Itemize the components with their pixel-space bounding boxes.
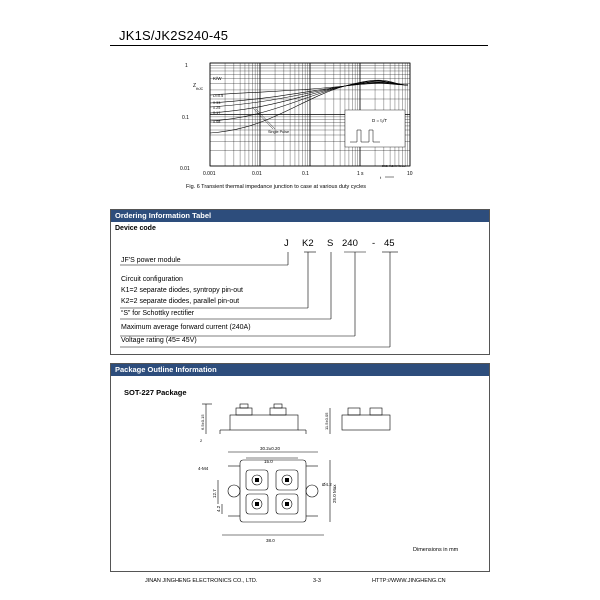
dim-pitch: 12.7	[212, 489, 217, 498]
thermal-impedance-chart	[180, 55, 420, 180]
y-axis-label: Z	[193, 83, 197, 89]
dim-end-height: 11.5±0.05	[324, 412, 329, 430]
y-tick-mid: 0.1	[182, 115, 189, 121]
x-tick-3: 1	[357, 171, 360, 177]
x-axis-label: t	[380, 175, 382, 180]
duty-formula: D = t₁/T	[372, 118, 388, 123]
x-tick-4: 10	[407, 171, 413, 177]
page-title: JK1S/JK2S240-45	[119, 28, 229, 43]
duty-label-0: D=0.5	[213, 94, 224, 98]
ordering-row-circuit: Circuit configuration	[121, 276, 183, 283]
dim-total: 38.0	[266, 538, 275, 543]
duty-label-4: 0.08	[213, 120, 221, 124]
x-tick-1: 0.01	[252, 171, 262, 177]
dim-foot: 2	[200, 438, 203, 443]
ordering-row-brand: JF'S power module	[121, 257, 181, 264]
code-part-type: S	[327, 238, 334, 249]
package-outline-heading: Package Outline Information	[111, 364, 489, 376]
x-unit: s	[361, 171, 364, 177]
y-axis-subscript: thJC	[196, 87, 204, 91]
x-tick-0: 0.001	[203, 171, 216, 177]
code-part-series: J	[284, 238, 289, 249]
duty-inset	[345, 110, 405, 147]
ordering-row-schottky: “S” for Schottky rectifier	[121, 310, 195, 317]
dim-side-height: 6.5±0.15	[200, 414, 205, 430]
ordering-row-voltage: Voltage rating (45= 45V)	[121, 337, 197, 344]
ordering-row-k2: K2=2 separate diodes, parallel pin-out	[121, 298, 240, 305]
duty-label-1: 0.33	[213, 101, 221, 105]
duty-label-2: 0.25	[213, 106, 221, 110]
code-part-config: K2	[302, 238, 314, 249]
footer-url: HTTP://WWW.JINGHENG.CN	[372, 578, 446, 584]
footer-company: JINAN JINGHENG ELECTRONICS CO., LTD.	[145, 578, 258, 584]
dim-inner: 15.0	[264, 459, 273, 464]
code-part-voltage: 45	[384, 238, 395, 249]
ordering-row-k1: K1=2 separate diodes, syntropy pin-out	[121, 287, 243, 294]
y-tick-bottom: 0.01	[180, 166, 190, 172]
chart-corner-note: DSB-41B IXYS Ltd	[382, 164, 406, 168]
y-tick-top: 1	[185, 63, 188, 69]
y-unit: K/W	[213, 76, 222, 81]
x-tick-2: 0.1	[302, 171, 309, 177]
dim-thread: 4-M4	[198, 466, 209, 471]
dimensions-note: Dimensions in mm	[413, 547, 459, 553]
figure-caption: Fig. 6 Transient thermal impedance junction to case at various duty cycles	[186, 184, 367, 190]
single-pulse-label: Single Pulse	[268, 130, 290, 134]
device-code-label: Device code	[115, 225, 156, 232]
dim-hole: Ø4.2	[322, 482, 332, 487]
code-part-dash: -	[372, 238, 376, 249]
dim-width: 30.2±0.20	[260, 446, 280, 451]
ordering-info-heading: Ordering Information Tabel	[111, 210, 489, 222]
footer-page-number: 3-3	[313, 578, 321, 584]
package-name: SOT-227 Package	[124, 388, 187, 397]
title-divider	[110, 45, 488, 46]
package-drawing	[190, 400, 420, 548]
ordering-row-current: Maximum average forward current (240A)	[121, 324, 251, 331]
duty-label-3: 0.17	[213, 111, 221, 115]
dim-height: 25.0 Max	[332, 484, 337, 503]
dim-pin: 4.2	[216, 505, 221, 512]
code-part-current: 240	[342, 238, 358, 249]
